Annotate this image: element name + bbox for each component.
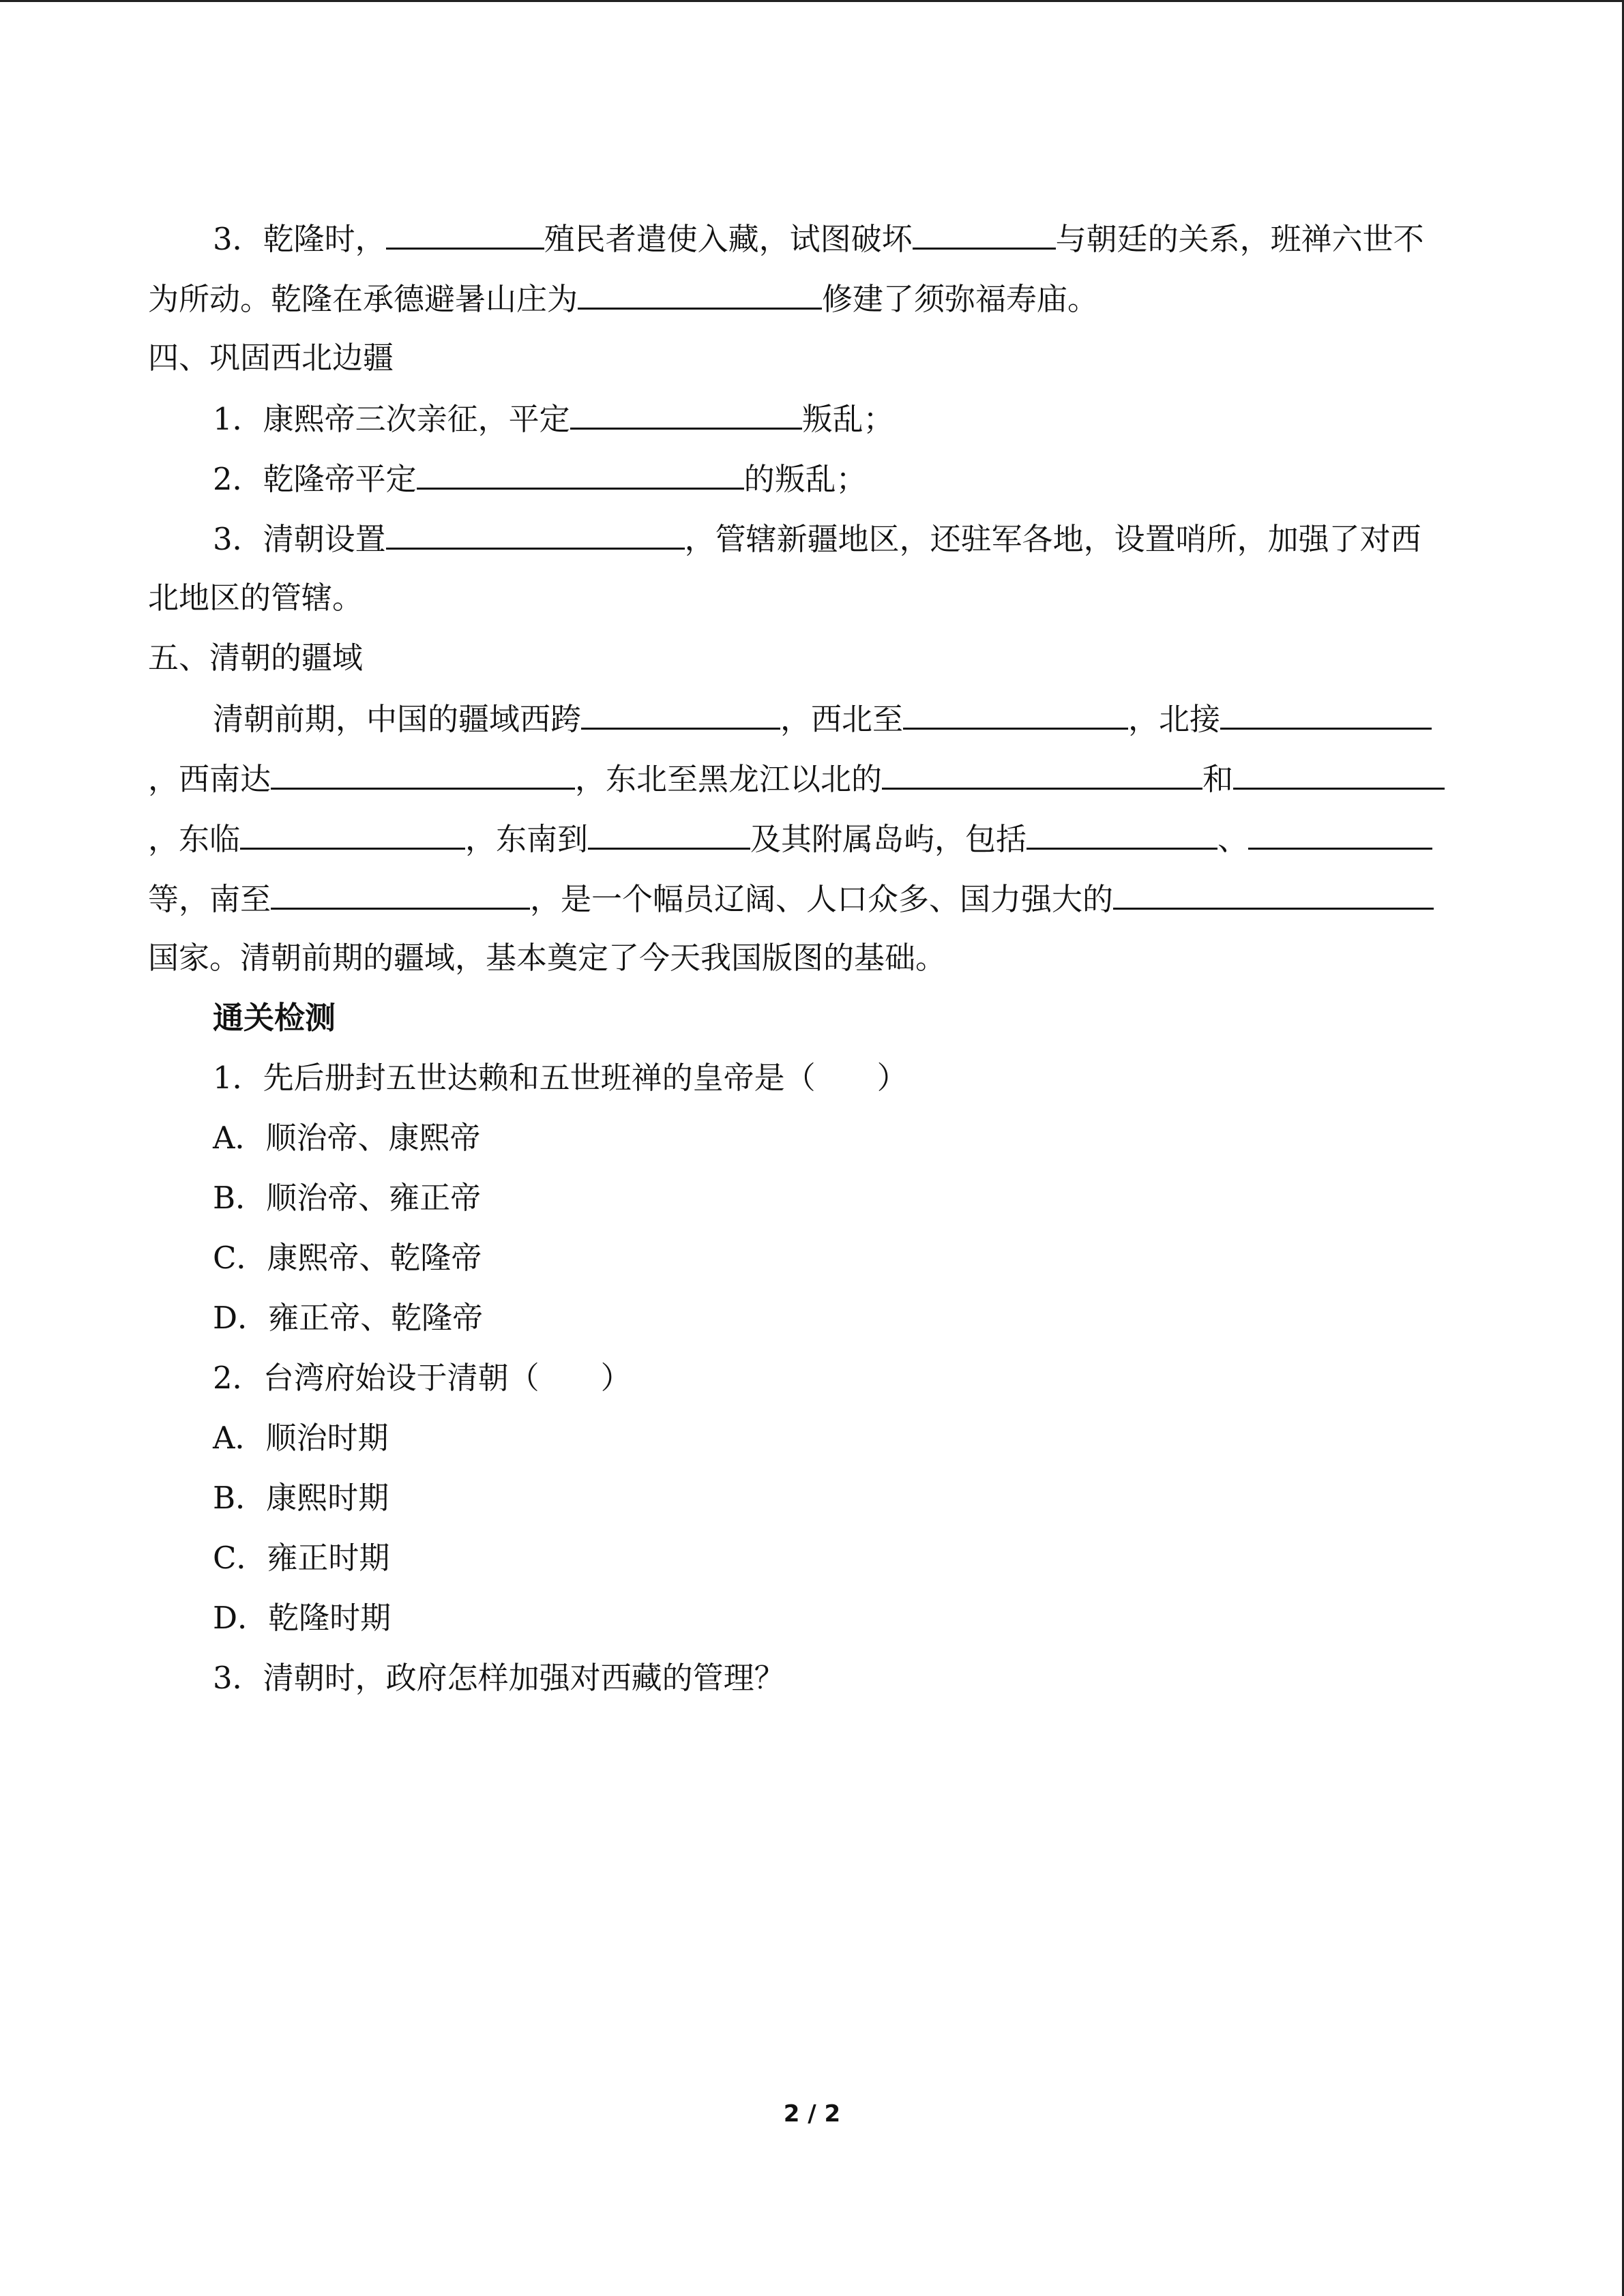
- blank-northwest[interactable]: [903, 688, 1128, 730]
- text: 及其附属岛屿，包括: [750, 821, 1027, 857]
- text: 和: [1202, 761, 1234, 797]
- blank-west[interactable]: [581, 688, 780, 730]
- text: 为所动。乾隆在承德避暑山庄为: [148, 281, 578, 317]
- blank-island-1[interactable]: [1027, 808, 1217, 850]
- s4-q1: [148, 388, 1478, 448]
- s4-q2: [148, 448, 1478, 508]
- blank-southwest[interactable]: [271, 748, 575, 790]
- check-q1-option-b[interactable]: B．顺治帝、雍正帝: [213, 1180, 482, 1216]
- section-5-heading: 五、清朝的疆域: [148, 640, 364, 676]
- blank-relation[interactable]: [913, 208, 1056, 250]
- s5-line5: 国家。清朝前期的疆域，基本奠定了今天我国版图的基础。: [148, 940, 947, 976]
- check-q2-option-c[interactable]: C．雍正时期: [213, 1540, 390, 1576]
- text: ，东临: [148, 821, 241, 857]
- text: 3．乾隆时，: [213, 221, 386, 257]
- blank-south[interactable]: [271, 868, 530, 910]
- blank-northeast-1[interactable]: [882, 748, 1202, 790]
- check-q2: 2．台湾府始设于清朝（ ）: [213, 1360, 632, 1396]
- text: ，东北至黑龙江以北的: [575, 761, 883, 797]
- text: 、: [1217, 821, 1249, 857]
- blank-nation-type[interactable]: [1113, 868, 1434, 910]
- blank-island-2[interactable]: [1248, 808, 1432, 850]
- check-q1-option-a[interactable]: A．顺治帝、康熙帝: [213, 1120, 481, 1156]
- s5-line1: [148, 688, 1478, 748]
- section-4-heading: 四、巩固西北边疆: [148, 340, 394, 376]
- s3-q3-line2: [148, 268, 1478, 328]
- text: ，西北至: [780, 701, 904, 737]
- document-body: [148, 208, 1478, 1708]
- blank-qianlong-rebellion[interactable]: [417, 448, 744, 490]
- check-heading: 通关检测: [213, 1000, 336, 1036]
- text: ，东南到: [465, 821, 589, 857]
- text: 3．清朝设置: [213, 521, 386, 557]
- text: 与朝廷的关系，班禅六世不: [1055, 221, 1424, 257]
- s4-q3-line2: 北地区的管辖。: [148, 580, 364, 616]
- blank-temple-for[interactable]: [578, 268, 822, 310]
- blank-southeast[interactable]: [588, 808, 750, 850]
- check-q2-option-d[interactable]: D．乾隆时期: [213, 1600, 392, 1636]
- check-q3: 3．清朝时，政府怎样加强对西藏的管理？: [213, 1660, 785, 1696]
- text: 2．乾隆帝平定: [213, 461, 417, 497]
- text: 1．康熙帝三次亲征，平定: [213, 401, 570, 437]
- s5-line3: [148, 808, 1478, 868]
- text: 清朝前期，中国的疆域西跨: [213, 701, 582, 737]
- text: 叛乱；: [801, 401, 894, 437]
- check-q1-option-c[interactable]: C．康熙帝、乾隆帝: [213, 1240, 482, 1276]
- text: 等，南至: [148, 881, 271, 917]
- s5-line4: [148, 868, 1478, 928]
- check-q1: 1．先后册封五世达赖和五世班禅的皇帝是（ ）: [213, 1060, 908, 1096]
- blank-northeast-2[interactable]: [1233, 748, 1445, 790]
- s5-line2: [148, 748, 1478, 808]
- s4-q3-line1: [148, 508, 1478, 568]
- text: 的叛乱；: [743, 461, 867, 497]
- blank-kangxi-rebellion[interactable]: [570, 388, 802, 430]
- text: 修建了须弥福寿庙。: [822, 281, 1099, 317]
- text: ，北接: [1128, 701, 1221, 737]
- blank-east[interactable]: [240, 808, 465, 850]
- text: ，是一个幅员辽阔、人口众多、国力强大的: [530, 881, 1114, 917]
- text: ，西南达: [148, 761, 271, 797]
- check-q2-option-a[interactable]: A．顺治时期: [213, 1420, 389, 1456]
- text: 殖民者遣使入藏，试图破坏: [544, 221, 913, 257]
- check-q2-option-b[interactable]: B．康熙时期: [213, 1480, 389, 1516]
- check-q1-option-d[interactable]: D．雍正帝、乾隆帝: [213, 1300, 484, 1336]
- blank-xinjiang-office[interactable]: [386, 508, 685, 550]
- text: ，管辖新疆地区，还驻军各地，设置哨所，加强了对西: [684, 521, 1421, 557]
- blank-colonizer[interactable]: [386, 208, 544, 250]
- blank-north[interactable]: [1220, 688, 1432, 730]
- page-number: 2 / 2: [783, 2100, 841, 2128]
- s3-q3-line1: [148, 208, 1478, 268]
- page-border-top: [0, 0, 1624, 2]
